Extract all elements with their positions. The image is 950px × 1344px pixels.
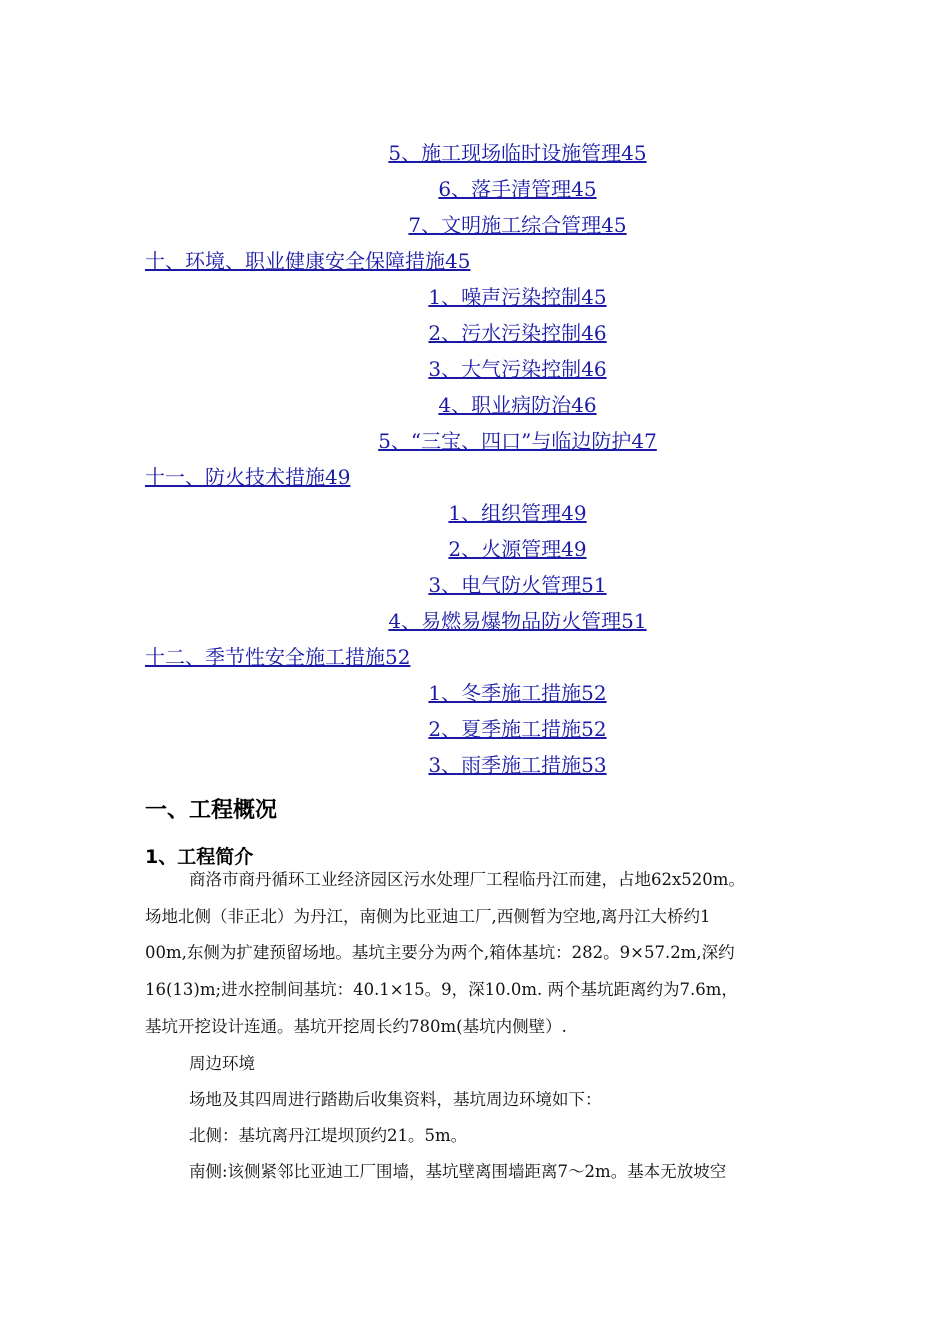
intro-line: 商洛市商丹循环工业经济园区污水处理厂工程临丹江而建，占地62x520m。 bbox=[189, 870, 745, 889]
toc-entry-rainy-season-construction[interactable]: 3、雨季施工措施53 bbox=[428, 753, 607, 777]
intro-line: 场地北侧（非正北）为丹江，南侧为比亚迪工厂,西侧暂为空地,离丹江大桥约1 bbox=[145, 906, 711, 926]
toc-section-fire-prevention[interactable]: 十一、防火技术措施49 bbox=[145, 465, 351, 489]
intro-line: 00m,东侧为扩建预留场地。基坑主要分为两个,箱体基坑：282。9×57.2m,深约 bbox=[145, 943, 735, 963]
toc-entry-occupational-disease[interactable]: 4、职业病防治46 bbox=[438, 393, 597, 417]
toc-entry-site-cleanup[interactable]: 6、落手清管理45 bbox=[438, 177, 597, 201]
surroundings-title: 周边环境 bbox=[189, 1054, 255, 1073]
surroundings-intro: 场地及其四周进行踏勘后收集资料，基坑周边环境如下： bbox=[189, 1090, 602, 1109]
toc-entry-edge-protection[interactable]: 5、“三宝、四口”与临边防护47 bbox=[378, 429, 657, 453]
subsection-title: 1、工程简介 bbox=[145, 846, 254, 868]
toc-entry-winter-construction[interactable]: 1、冬季施工措施52 bbox=[428, 681, 607, 705]
toc-section-environment-health-safety[interactable]: 十、环境、职业健康安全保障措施45 bbox=[145, 249, 471, 273]
toc-entry-air-pollution-control[interactable]: 3、大气污染控制46 bbox=[428, 357, 607, 381]
toc-entry-summer-construction[interactable]: 2、夏季施工措施52 bbox=[428, 717, 607, 741]
toc-entry-fire-source-management[interactable]: 2、火源管理49 bbox=[448, 537, 587, 561]
south-side-description: 南侧:该侧紧邻比亚迪工厂围墙，基坑壁离围墙距离7～2m。基本无放坡空 bbox=[189, 1162, 727, 1181]
toc-entry-flammable-materials[interactable]: 4、易燃易爆物品防火管理51 bbox=[388, 609, 647, 633]
toc-entry-wastewater-control[interactable]: 2、污水污染控制46 bbox=[428, 321, 607, 345]
intro-line: 基坑开挖设计连通。基坑开挖周长约780m(基坑内侧壁）. bbox=[145, 1016, 567, 1036]
project-intro-paragraph bbox=[145, 862, 825, 1045]
toc-section-seasonal-safety[interactable]: 十二、季节性安全施工措施52 bbox=[145, 645, 411, 669]
toc-entry-noise-control[interactable]: 1、噪声污染控制45 bbox=[428, 285, 607, 309]
intro-line: 16(13)m;进水控制间基坑：40.1×15。9，深10.0m. 两个基坑距离约为7.6m， bbox=[145, 980, 738, 1000]
north-side-description: 北侧：基坑离丹江堤坝顶约21。5m。 bbox=[189, 1126, 468, 1145]
section-title: 一、工程概况 bbox=[145, 798, 278, 823]
toc-entry-electrical-fire-management[interactable]: 3、电气防火管理51 bbox=[428, 573, 607, 597]
toc-entry-civilized-construction[interactable]: 7、文明施工综合管理45 bbox=[408, 213, 627, 237]
toc-entry-organization-management[interactable]: 1、组织管理49 bbox=[448, 501, 587, 525]
toc-entry-temporary-facilities[interactable]: 5、施工现场临时设施管理45 bbox=[388, 141, 647, 165]
